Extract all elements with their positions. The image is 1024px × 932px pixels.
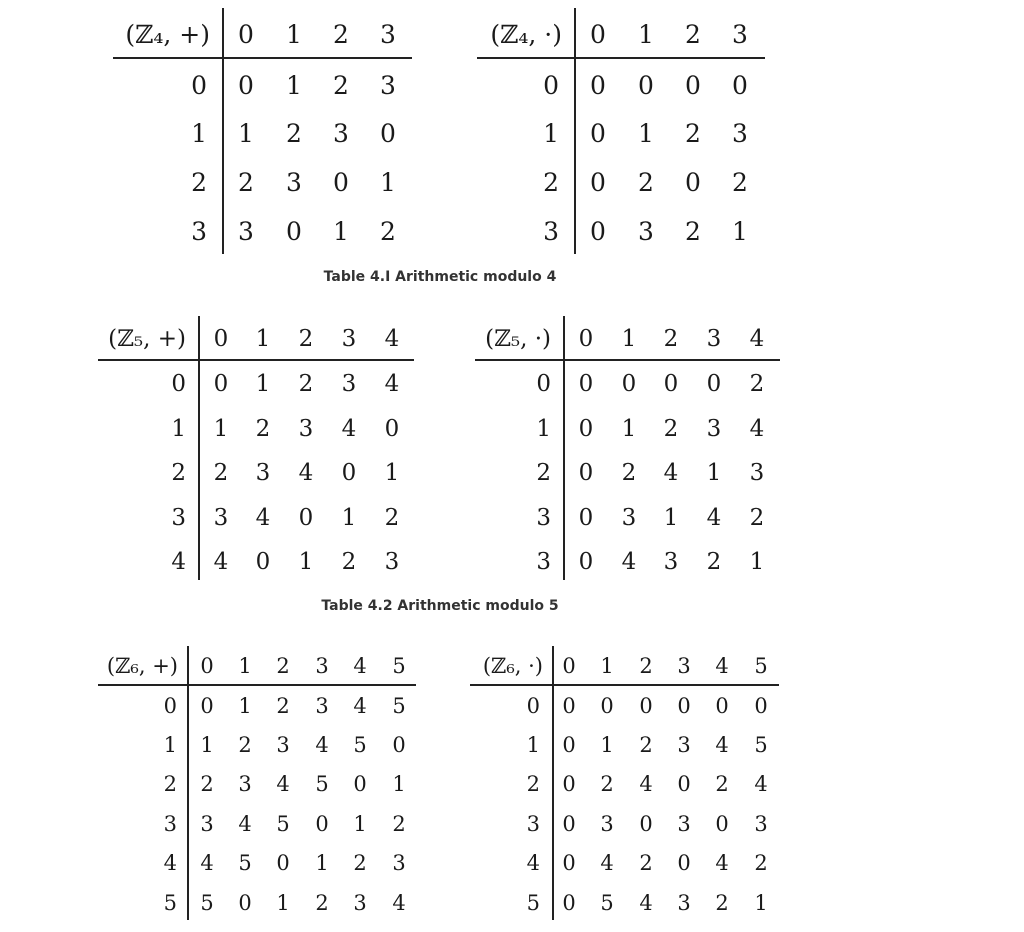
table-cell: 0 <box>238 891 252 915</box>
row-header: 2 <box>171 460 186 486</box>
column-header: 0 <box>578 326 594 352</box>
table-cell: 0 <box>663 371 679 397</box>
table-cell: 0 <box>315 812 329 836</box>
table-cell: 2 <box>639 733 653 757</box>
table-cell: 0 <box>562 733 576 757</box>
table-cell: 0 <box>732 71 748 100</box>
table-cell: 5 <box>392 694 406 718</box>
table-cell: 1 <box>341 505 357 531</box>
caption-mod4: Table 4.I Arithmetic modulo 4 <box>323 269 557 285</box>
table-cell: 1 <box>392 772 406 796</box>
table-cell: 1 <box>298 549 314 575</box>
table-cell: 2 <box>384 505 400 531</box>
row-header: 4 <box>171 549 186 575</box>
row-header: 4 <box>163 851 177 875</box>
table-cell: 2 <box>392 812 406 836</box>
table-cell: 0 <box>562 891 576 915</box>
table-cell: 0 <box>578 371 594 397</box>
table-corner-label: (ℤ₄, +) <box>125 20 210 49</box>
table-cell: 0 <box>590 217 606 246</box>
table-cell: 0 <box>590 119 606 148</box>
table-cell: 4 <box>315 733 329 757</box>
table-cell: 3 <box>255 460 271 486</box>
table-cell: 0 <box>333 168 349 197</box>
table-vertical-rule <box>574 8 576 254</box>
column-header: 1 <box>286 20 302 49</box>
table-cell: 0 <box>590 168 606 197</box>
row-header: 1 <box>171 416 186 442</box>
column-header: 0 <box>213 326 229 352</box>
table-cell: 0 <box>238 71 254 100</box>
column-header: 2 <box>276 654 290 678</box>
row-header: 1 <box>536 416 551 442</box>
table-cell: 2 <box>276 694 290 718</box>
table-cell: 4 <box>200 851 214 875</box>
table-cell: 0 <box>578 505 594 531</box>
table-cell: 0 <box>562 851 576 875</box>
table-cell: 1 <box>286 71 302 100</box>
table-horizontal-rule <box>113 57 412 59</box>
table-horizontal-rule <box>477 57 765 59</box>
table-cell: 1 <box>255 371 271 397</box>
column-header: 5 <box>754 654 768 678</box>
table-corner-label: (ℤ₆, +) <box>106 654 178 678</box>
table-cell: 0 <box>685 168 701 197</box>
table-cell: 5 <box>276 812 290 836</box>
table-cell: 0 <box>276 851 290 875</box>
table-cell: 0 <box>392 733 406 757</box>
table-cell: 1 <box>621 416 637 442</box>
table-cell: 3 <box>600 812 614 836</box>
table-horizontal-rule <box>98 684 416 686</box>
table-cell: 2 <box>732 168 748 197</box>
row-header: 3 <box>536 505 551 531</box>
table-cell: 3 <box>384 549 400 575</box>
table-cell: 3 <box>333 119 349 148</box>
table-cell: 2 <box>286 119 302 148</box>
table-cell: 0 <box>562 812 576 836</box>
table-cell: 0 <box>578 549 594 575</box>
table-cell: 2 <box>685 119 701 148</box>
table-cell: 3 <box>392 851 406 875</box>
column-header: 2 <box>685 20 701 49</box>
table-vertical-rule <box>563 316 565 580</box>
column-header: 0 <box>562 654 576 678</box>
row-header: 0 <box>526 694 540 718</box>
table-cell: 3 <box>200 812 214 836</box>
table-cell: 4 <box>298 460 314 486</box>
table-cell: 2 <box>380 217 396 246</box>
table-cell: 1 <box>200 733 214 757</box>
table-cell: 0 <box>715 694 729 718</box>
table-cell: 2 <box>685 217 701 246</box>
row-header: 5 <box>526 891 540 915</box>
table-cell: 0 <box>600 694 614 718</box>
table-cell: 3 <box>353 891 367 915</box>
row-header: 4 <box>526 851 540 875</box>
table-cell: 0 <box>639 812 653 836</box>
table-cell: 1 <box>213 416 229 442</box>
table-cell: 3 <box>380 71 396 100</box>
table-cell: 2 <box>315 891 329 915</box>
table-cell: 0 <box>677 851 691 875</box>
table-cell: 2 <box>638 168 654 197</box>
column-header: 2 <box>663 326 679 352</box>
table-cell: 0 <box>639 694 653 718</box>
row-header: 2 <box>543 168 559 197</box>
table-cell: 1 <box>380 168 396 197</box>
caption-mod5: Table 4.2 Arithmetic modulo 5 <box>321 598 559 614</box>
column-header: 3 <box>677 654 691 678</box>
table-cell: 3 <box>749 460 765 486</box>
table-cell: 4 <box>754 772 768 796</box>
row-header: 3 <box>526 812 540 836</box>
table-cell: 0 <box>286 217 302 246</box>
table-cell: 0 <box>685 71 701 100</box>
table-cell: 0 <box>255 549 271 575</box>
row-header: 2 <box>536 460 551 486</box>
table-cell: 2 <box>663 416 679 442</box>
table-cell: 2 <box>639 851 653 875</box>
column-header: 1 <box>638 20 654 49</box>
table-cell: 4 <box>663 460 679 486</box>
table-cell: 1 <box>600 733 614 757</box>
row-header: 0 <box>163 694 177 718</box>
column-header: 4 <box>749 326 765 352</box>
row-header: 5 <box>163 891 177 915</box>
row-header: 3 <box>543 217 559 246</box>
row-header: 0 <box>543 71 559 100</box>
table-cell: 4 <box>600 851 614 875</box>
table-cell: 0 <box>341 460 357 486</box>
column-header: 0 <box>200 654 214 678</box>
column-header: 2 <box>639 654 653 678</box>
column-header: 4 <box>715 654 729 678</box>
table-cell: 3 <box>677 812 691 836</box>
table-cell: 4 <box>384 371 400 397</box>
table-cell: 4 <box>749 416 765 442</box>
table-cell: 2 <box>715 772 729 796</box>
table-cell: 1 <box>353 812 367 836</box>
table-cell: 1 <box>749 549 765 575</box>
column-header: 1 <box>255 326 271 352</box>
column-header: 2 <box>298 326 314 352</box>
row-header: 1 <box>191 119 207 148</box>
table-cell: 3 <box>621 505 637 531</box>
table-cell: 0 <box>621 371 637 397</box>
table-cell: 0 <box>213 371 229 397</box>
table-cell: 2 <box>238 733 252 757</box>
table-corner-label: (ℤ₅, ·) <box>485 326 551 352</box>
table-corner-label: (ℤ₆, ·) <box>482 654 543 678</box>
table-cell: 4 <box>213 549 229 575</box>
table-cell: 4 <box>639 891 653 915</box>
column-header: 0 <box>238 20 254 49</box>
table-cell: 2 <box>621 460 637 486</box>
column-header: 0 <box>590 20 606 49</box>
table-cell: 3 <box>286 168 302 197</box>
table-cell: 1 <box>638 119 654 148</box>
table-cell: 1 <box>706 460 722 486</box>
column-header: 1 <box>621 326 637 352</box>
table-cell: 2 <box>255 416 271 442</box>
table-cell: 0 <box>380 119 396 148</box>
table-cell: 4 <box>715 851 729 875</box>
table-cell: 4 <box>621 549 637 575</box>
table-cell: 3 <box>677 733 691 757</box>
table-vertical-rule <box>222 8 224 254</box>
table-cell: 5 <box>200 891 214 915</box>
table-cell: 3 <box>677 891 691 915</box>
table-cell: 1 <box>754 891 768 915</box>
table-cell: 0 <box>200 694 214 718</box>
table-cell: 3 <box>238 217 254 246</box>
table-corner-label: (ℤ₄, ·) <box>490 20 562 49</box>
table-cell: 3 <box>315 694 329 718</box>
table-cell: 5 <box>353 733 367 757</box>
row-header: 1 <box>163 733 177 757</box>
table-cell: 4 <box>353 694 367 718</box>
table-cell: 5 <box>238 851 252 875</box>
table-cell: 0 <box>754 694 768 718</box>
table-cell: 0 <box>578 416 594 442</box>
table-vertical-rule <box>187 646 189 920</box>
row-header: 2 <box>191 168 207 197</box>
table-cell: 0 <box>298 505 314 531</box>
table-cell: 0 <box>590 71 606 100</box>
row-header: 2 <box>163 772 177 796</box>
table-cell: 0 <box>353 772 367 796</box>
table-cell: 2 <box>213 460 229 486</box>
table-cell: 3 <box>638 217 654 246</box>
row-header: 1 <box>543 119 559 148</box>
table-cell: 0 <box>562 772 576 796</box>
table-horizontal-rule <box>475 359 780 361</box>
table-cell: 5 <box>754 733 768 757</box>
table-cell: 3 <box>213 505 229 531</box>
row-header: 0 <box>191 71 207 100</box>
row-header: 3 <box>536 549 551 575</box>
table-cell: 5 <box>600 891 614 915</box>
table-cell: 2 <box>754 851 768 875</box>
table-vertical-rule <box>552 646 554 920</box>
table-cell: 0 <box>562 694 576 718</box>
table-cell: 3 <box>238 772 252 796</box>
table-cell: 3 <box>276 733 290 757</box>
row-header: 3 <box>191 217 207 246</box>
row-header: 0 <box>171 371 186 397</box>
table-cell: 0 <box>715 812 729 836</box>
table-cell: 1 <box>238 694 252 718</box>
column-header: 4 <box>353 654 367 678</box>
table-cell: 1 <box>238 119 254 148</box>
table-cell: 1 <box>315 851 329 875</box>
column-header: 3 <box>732 20 748 49</box>
table-cell: 3 <box>732 119 748 148</box>
table-cell: 0 <box>638 71 654 100</box>
table-cell: 2 <box>749 371 765 397</box>
table-cell: 2 <box>200 772 214 796</box>
table-cell: 2 <box>333 71 349 100</box>
column-header: 3 <box>706 326 722 352</box>
table-cell: 1 <box>732 217 748 246</box>
table-cell: 4 <box>639 772 653 796</box>
table-cell: 1 <box>333 217 349 246</box>
row-header: 1 <box>526 733 540 757</box>
table-cell: 0 <box>578 460 594 486</box>
table-horizontal-rule <box>98 359 414 361</box>
column-header: 5 <box>392 654 406 678</box>
table-cell: 1 <box>276 891 290 915</box>
table-horizontal-rule <box>470 684 779 686</box>
table-cell: 4 <box>715 733 729 757</box>
table-cell: 4 <box>255 505 271 531</box>
table-cell: 2 <box>600 772 614 796</box>
row-header: 0 <box>536 371 551 397</box>
table-cell: 2 <box>715 891 729 915</box>
table-cell: 2 <box>353 851 367 875</box>
table-cell: 5 <box>315 772 329 796</box>
row-header: 3 <box>163 812 177 836</box>
table-cell: 2 <box>749 505 765 531</box>
table-cell: 2 <box>341 549 357 575</box>
column-header: 2 <box>333 20 349 49</box>
column-header: 1 <box>600 654 614 678</box>
table-corner-label: (ℤ₅, +) <box>108 326 186 352</box>
table-cell: 4 <box>392 891 406 915</box>
column-header: 4 <box>384 326 400 352</box>
row-header: 3 <box>171 505 186 531</box>
table-cell: 0 <box>677 772 691 796</box>
column-header: 3 <box>341 326 357 352</box>
table-cell: 0 <box>677 694 691 718</box>
table-cell: 3 <box>298 416 314 442</box>
table-cell: 0 <box>384 416 400 442</box>
table-cell: 4 <box>238 812 252 836</box>
table-cell: 3 <box>706 416 722 442</box>
table-cell: 3 <box>663 549 679 575</box>
table-cell: 1 <box>663 505 679 531</box>
row-header: 2 <box>526 772 540 796</box>
column-header: 3 <box>315 654 329 678</box>
table-cell: 2 <box>706 549 722 575</box>
table-cell: 0 <box>706 371 722 397</box>
table-cell: 2 <box>298 371 314 397</box>
table-cell: 3 <box>341 371 357 397</box>
table-cell: 4 <box>706 505 722 531</box>
column-header: 1 <box>238 654 252 678</box>
table-cell: 1 <box>384 460 400 486</box>
table-cell: 4 <box>276 772 290 796</box>
table-cell: 3 <box>754 812 768 836</box>
table-cell: 2 <box>238 168 254 197</box>
table-vertical-rule <box>198 316 200 580</box>
column-header: 3 <box>380 20 396 49</box>
table-cell: 4 <box>341 416 357 442</box>
